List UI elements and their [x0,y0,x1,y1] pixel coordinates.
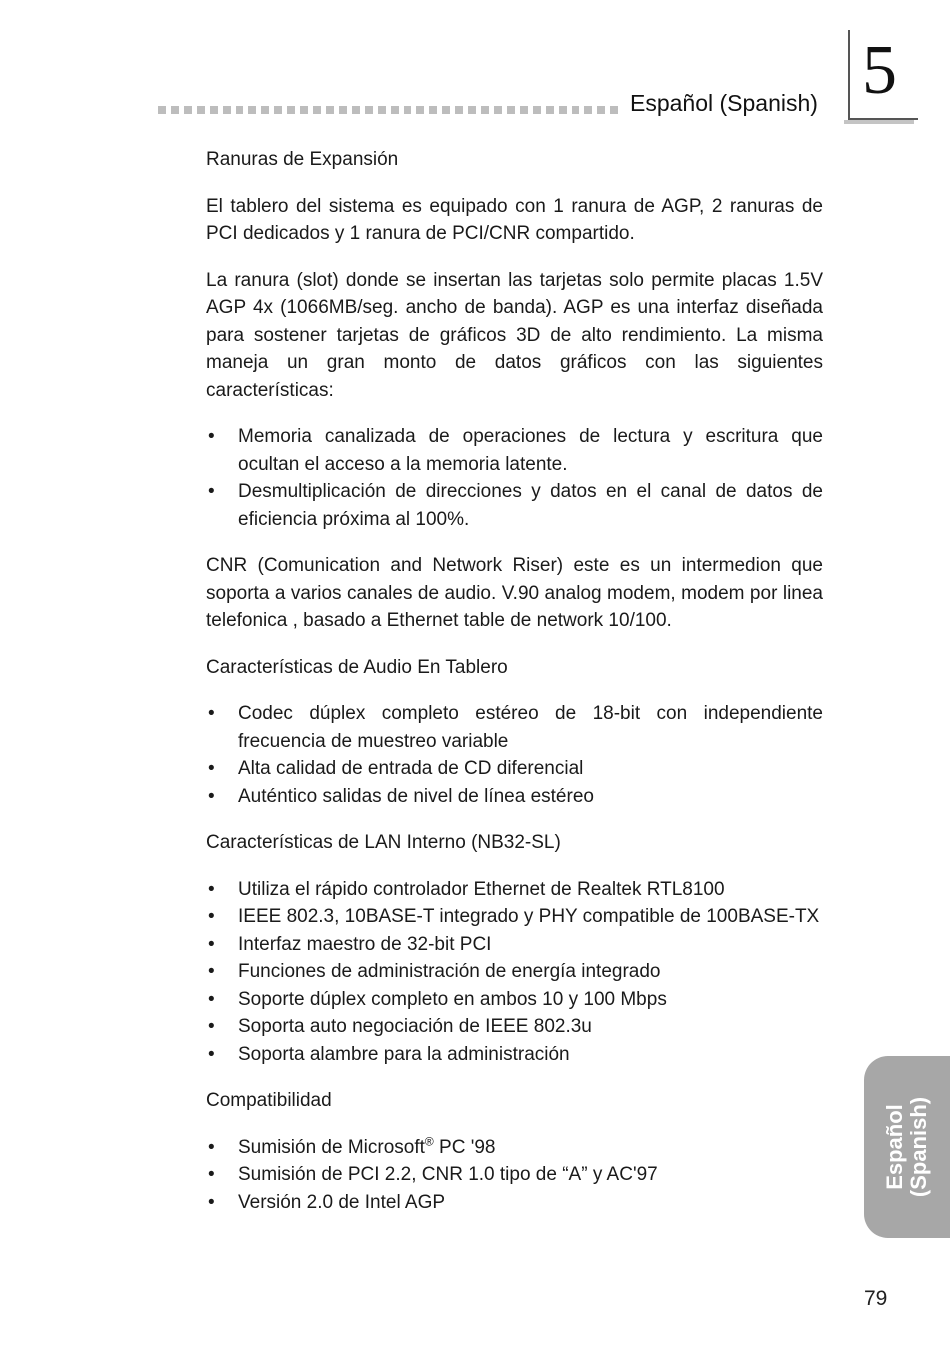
header-dot [546,106,554,114]
chapter-number: 5 [862,32,897,109]
list-item: • Sumisión de PCI 2.2, CNR 1.0 tipo de “A” y AC'97 [206,1161,823,1189]
header-dot [300,106,308,114]
section-heading-audio: Características de Audio En Tablero [206,656,508,678]
header-dot [533,106,541,114]
header-dot [171,106,179,114]
list-item: • Funciones de administración de energía integrado [206,958,823,986]
header-dot [597,106,605,114]
header-dot [339,106,347,114]
bullet-list-audio [206,700,823,810]
section-heading-compat: Compatibilidad [206,1090,332,1111]
header-dot [352,106,360,114]
side-tab-line: Español [882,1104,907,1190]
header-title: Español (Spanish) [630,90,818,116]
header-dot [378,106,386,114]
list-item-text: Sumisión de Microsoft [238,1136,425,1158]
header-dot [507,106,515,114]
list-item: • IEEE 802.3, 10BASE-T integrado y PHY compatible de 100BASE-TX [206,903,823,931]
header-dot [365,106,373,114]
list-item: • Versión 2.0 de Intel AGP [206,1189,823,1217]
header-dot [559,106,567,114]
header-dot [261,106,269,114]
header-dot [391,106,399,114]
paragraph: CNR (Comunication and Network Riser) este es un intermedion que soporta a varios canales de audio. V.90 analog modem, modem por linea telefonica , basado a Ethernet table de network 10/100. [206,555,823,631]
paragraph: La ranura (slot) donde se insertan las tarjetas solo permite placas 1.5V AGP 4x (1066MB/seg. ancho de banda). AGP es una interfaz diseñada para sostener tarjetas de gráficos 3D de alto rendimiento. La misma maneja un gran monto de datos gráficos con las siguientes características: [206,269,823,401]
list-item: • Soporta alambre para la administración [206,1041,823,1069]
section-heading-slots: Ranuras de Expansión [206,149,399,170]
header-dot [481,106,489,114]
header-dot [184,106,192,114]
header-dot [326,106,334,114]
paragraph: El tablero del sistema es equipado con 1 ranura de AGP, 2 ranuras de PCI dedicados y 1 ranura de PCI/CNR compartido. [206,195,823,244]
list-item: • Alta calidad de entrada de CD diferencial [206,755,823,783]
list-item: • Utiliza el rápido controlador Ethernet de Realtek RTL8100 [206,876,823,904]
header-dot [197,106,205,114]
header-dot [223,106,231,114]
list-item: • Desmultiplicación de direcciones y datos en el canal de datos de eficiencia próxima al 100%. [206,478,823,533]
list-item: • Auténtico salidas de nivel de línea estéreo [206,783,823,811]
side-tab-label [883,1097,931,1197]
header-dot [442,106,450,114]
header-dot [287,106,295,114]
header-dot-rule [158,104,618,116]
header-dot [494,106,502,114]
header-dot [572,106,580,114]
header-dot [455,106,463,114]
header-dot [520,106,528,114]
header-dot [158,106,166,114]
header-dot [210,106,218,114]
list-item: • Codec dúplex completo estéreo de 18-bit con independiente frecuencia de muestreo variable [206,700,823,755]
list-item: • Soporta auto negociación de IEEE 802.3u [206,1013,823,1041]
header-dot [584,106,592,114]
header-dot [429,106,437,114]
header-dot [248,106,256,114]
header-dot [236,106,244,114]
bullet-list-agp [206,423,823,533]
list-item: • Interfaz maestro de 32-bit PCI [206,931,823,959]
list-item: • Memoria canalizada de operaciones de lectura y escritura que ocultan el acceso a la memoria latente. [206,423,823,478]
list-item: • Soporte dúplex completo en ambos 10 y 100 Mbps [206,986,823,1014]
header-dot [313,106,321,114]
header-dot [404,106,412,114]
header-dot [416,106,424,114]
page-number: 79 [864,1287,888,1310]
header-dot [468,106,476,114]
registered-mark: ® [424,1134,434,1149]
page-content [206,146,823,1235]
bullet-list-lan [206,876,823,1069]
list-item-text: PC '98 [433,1136,496,1158]
section-heading-lan: Características de LAN Interno (NB32-SL) [206,832,561,853]
side-tab-line: (Spanish) [906,1096,931,1198]
header-dot [274,106,282,114]
list-item [206,1134,823,1162]
header-dot [610,106,618,114]
bullet-list-compat [206,1134,823,1217]
